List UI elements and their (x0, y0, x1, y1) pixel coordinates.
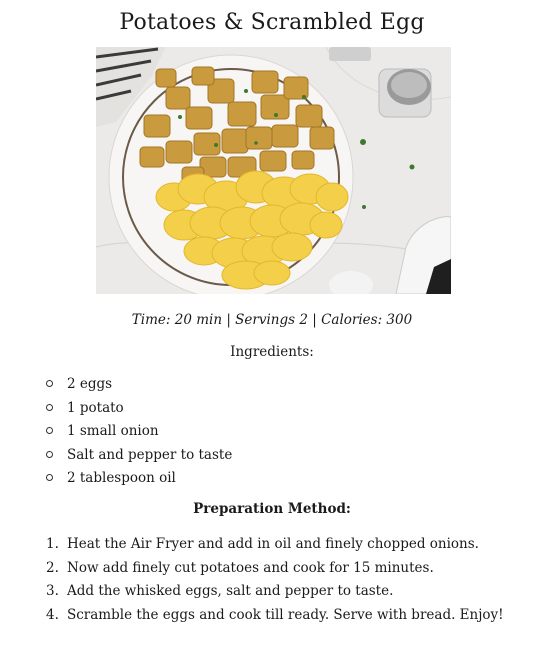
step-item (46, 606, 504, 630)
ingredient-text: 2 tablespoon oil (67, 470, 176, 486)
recipe-title: Potatoes & Scrambled Egg (119, 10, 425, 35)
ingredient-text: 1 potato (67, 399, 124, 416)
bullet-icon (46, 474, 53, 481)
step-item (46, 535, 504, 559)
ingredient-item (46, 375, 232, 399)
step-number: 1. (46, 536, 59, 552)
step-text: Now add finely cut potatoes and cook for 15 minutes. (67, 559, 434, 576)
bullet-icon (46, 427, 53, 434)
step-text: Heat the Air Fryer and add in oil and finely chopped onions. (67, 536, 479, 552)
bullet-icon (46, 380, 53, 387)
ingredient-text: 2 eggs (67, 376, 113, 392)
ingredients-heading: Ingredients: (230, 344, 314, 360)
ingredient-item (46, 399, 232, 423)
step-number: 2. (46, 559, 59, 576)
ingredient-item (46, 469, 232, 493)
step-item (46, 559, 504, 583)
preparation-heading: Preparation Method: (193, 501, 351, 517)
step-text: Add the whisked eggs, salt and pepper to taste. (67, 583, 394, 599)
ingredient-item (46, 422, 232, 446)
bullet-icon (46, 404, 53, 411)
step-item (46, 582, 504, 606)
preparation-steps-list (46, 535, 504, 629)
bullet-icon (46, 451, 53, 458)
recipe-photo (96, 47, 451, 294)
step-number: 4. (46, 606, 59, 623)
step-text: Scramble the eggs and cook till ready. Serve with bread. Enjoy! (67, 606, 504, 623)
ingredient-text: 1 small onion (67, 423, 159, 439)
step-number: 3. (46, 583, 59, 599)
ingredient-item (46, 446, 232, 470)
recipe-meta: Time: 20 min | Servings 2 | Calories: 300 (131, 312, 413, 328)
ingredient-text: Salt and pepper to taste (67, 446, 233, 463)
ingredients-list (46, 375, 232, 493)
